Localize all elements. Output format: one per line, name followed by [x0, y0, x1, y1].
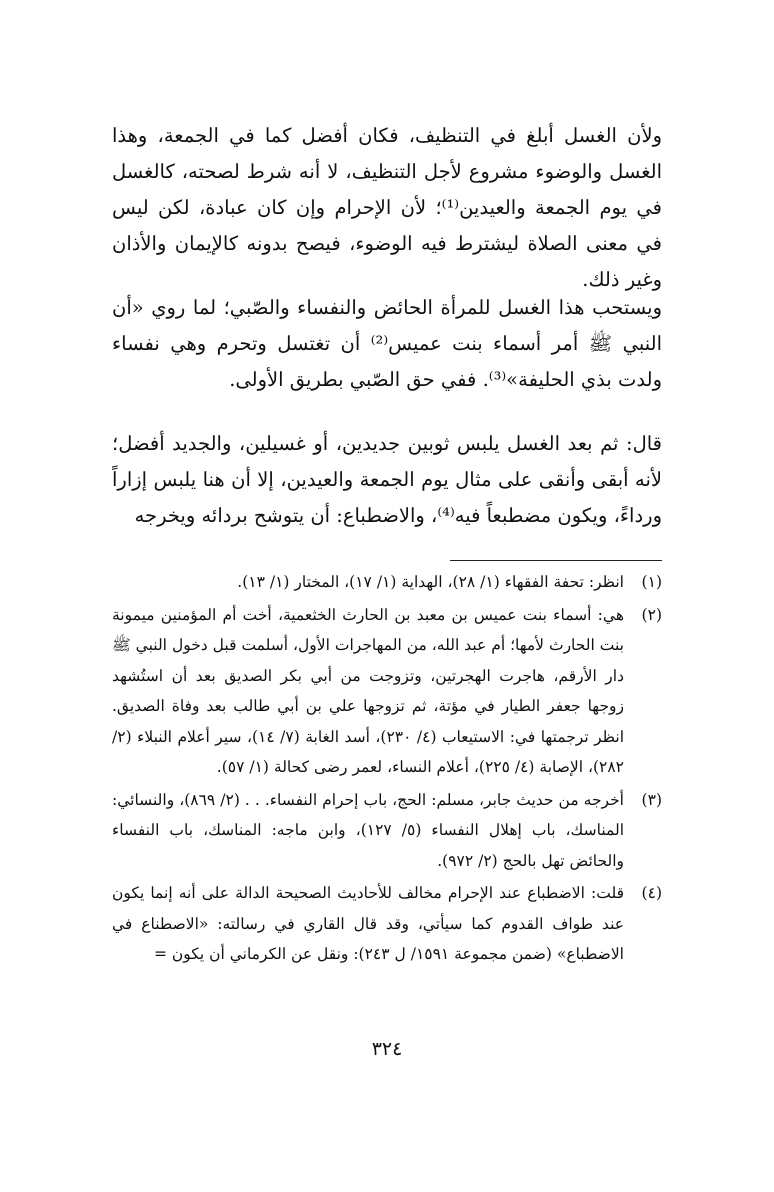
footnote-marker: (٢) — [641, 605, 662, 624]
body-paragraph-3: قال: ثم بعد الغسل يلبس ثوبين جديدين، أو غسيلين، والجديد أفضل؛ لأنه أبقى وأنقى على مثال يوم الجمعة والعيدين، إلا أن هنا يلبس إزاراً ورداءً، ويكون مضطبعاً فيه⁽⁴⁾، والاضطباع: أن يتوشح بردائه ويخرجه — [112, 432, 662, 527]
footnotes-list — [112, 567, 662, 972]
footnote-4 — [112, 878, 662, 970]
footnote-3 — [112, 785, 662, 877]
footnote-marker: (١) — [641, 573, 662, 591]
footnote-text: أخرجه من حديث جابر، مسلم: الحج، باب إحرام النفساء. . . (٢/ ٨٦٩)، والنسائي: المناسك، باب إهلال النفساء (٥/ ١٢٧)، وابن ماجه: المناسك، باب النفساء والحائض تهل بالحج (٢/ ٩٧٢). — [112, 790, 625, 870]
footnote-marker: (٤) — [641, 884, 662, 902]
footnote-text: انظر: تحفة الفقهاء (١/ ٢٨)، الهداية (١/ ١٧)، المختار (١/ ١٣). — [237, 573, 624, 591]
footnote-marker: (٣) — [641, 790, 662, 809]
footnote-text: قلت: الاضطباع عند الإحرام مخالف للأحاديث الصحيحة الدالة على أنه إنما يكون عند طواف القدوم كما سيأتي، وقد قال القاري في رسالته: «الاصطناع في الاضطباع» (ضمن مجموعة ١٥٩١/ ل ٢٤٣): ونقل عن الكرماني أن يكون = — [112, 884, 624, 963]
footnote-text: هي: أسماء بنت عميس بن معبد بن الحارث الخثعمية، أخت أم المؤمنين ميمونة بنت الحارث لأمها؛ أم عبد الله، من المهاجرات الأول، أسلمت قبل دخول النبي ﷺ دار الأرقم، هاجرت الهجرتين، وتزوجت من أبي بكر الصديق بعد أن استُشهد زوجها جعفر الطيار في مؤتة، ثم تزوجها علي بن أبي طالب بعد وفاة الصديق. انظر ترجمتها في: الاستيعاب (٤/ ٢٣٠)، أسد الغابة (٧/ ١٤)، سير أعلام النبلاء (٢/ ٢٨٢)، الإصابة (٤/ ٢٢٥)، أعلام النساء، لعمر رضى كحالة (١/ ٥٧). — [112, 605, 624, 776]
footnote-1 — [112, 567, 662, 598]
body-paragraph-1: ولأن الغسل أبلغ في التنظيف، فكان أفضل كما في الجمعة، وهذا الغسل والوضوء مشروع لأجل التنظيف، لا أنه شرط لصحته، كالغسل في يوم الجمعة والعيدين⁽¹⁾؛ لأن الإحرام وإن كان عبادة، لكن ليس في معنى الصلاة ليشترط فيه الوضوء، فيصح بدونه كالإيمان والأذان وغير ذلك. — [112, 124, 662, 291]
body-paragraph-2: ويستحب هذا الغسل للمرأة الحائض والنفساء والصّبي؛ لما روي «أن النبي ﷺ أمر أسماء بنت عميس⁽²⁾ أن تغتسل وتحرم وهي نفساء ولدت بذي الحليفة»⁽³⁾. ففي حق الصّبي بطريق الأولى. — [112, 296, 662, 391]
footnote-2 — [112, 600, 662, 783]
footnote-separator-line — [450, 560, 662, 561]
page-number: ٣٢٤ — [371, 1038, 403, 1060]
